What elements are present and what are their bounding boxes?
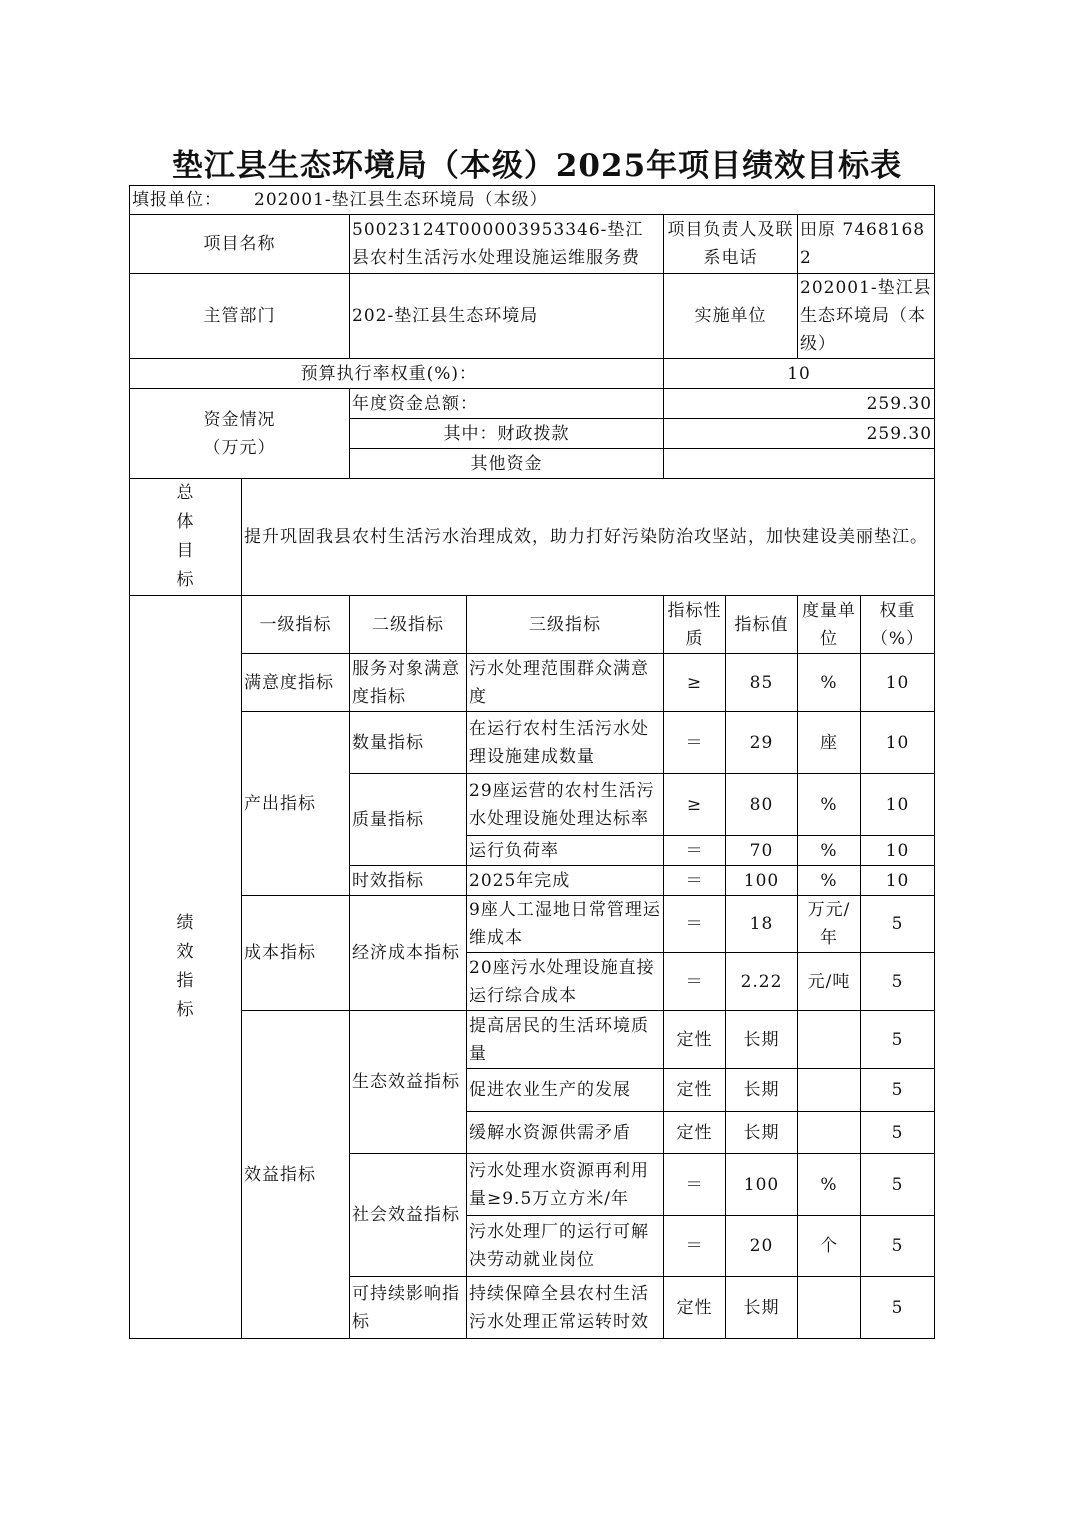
unit-cell: %	[798, 654, 861, 712]
level1-cell: 满意度指标	[242, 654, 350, 712]
unit-cell	[798, 1011, 861, 1069]
nature-cell: ＝	[664, 866, 726, 896]
unit-cell: 万元/年	[798, 896, 861, 953]
level3-cell: 29座运营的农村生活污水处理设施处理达标率	[467, 774, 664, 836]
weight-cell: 10	[861, 774, 935, 836]
unit-cell: 座	[798, 712, 861, 774]
table-row	[130, 712, 935, 774]
unit-label: 填报单位：	[132, 190, 222, 210]
level3-cell: 持续保障全县农村生活污水处理正常运转时效	[467, 1277, 664, 1339]
goal-label	[130, 479, 242, 596]
level3-cell: 2025年完成	[467, 866, 664, 896]
funds-label-cell	[130, 389, 350, 479]
level3-cell: 运行负荷率	[467, 836, 664, 866]
nature-cell: ≥	[664, 654, 726, 712]
value-cell: 100	[726, 1154, 798, 1216]
header-level3: 三级指标	[467, 596, 664, 654]
goal-char: 目	[176, 541, 195, 561]
project-name-label: 项目名称	[130, 215, 350, 274]
level3-cell: 9座人工湿地日常管理运维成本	[467, 896, 664, 953]
weight-cell: 10	[861, 836, 935, 866]
page-title: 垫江县生态环境局（本级）2025年项目绩效目标表	[171, 148, 903, 184]
weight-cell: 5	[861, 1277, 935, 1339]
unit-cell	[798, 1112, 861, 1154]
project-name-value: 50023124T000003953346-垫江县农村生活污水处理设施运维服务费	[350, 215, 664, 274]
goal-char: 总	[176, 483, 195, 503]
weight-cell: 5	[861, 1216, 935, 1277]
weight-cell: 5	[861, 896, 935, 953]
weight-cell: 5	[861, 1112, 935, 1154]
table-row	[130, 654, 935, 712]
level2-cell: 时效指标	[350, 866, 467, 896]
level3-cell: 污水处理水资源再利用量≥9.5万立方米/年	[467, 1154, 664, 1216]
funds-fiscal-label: 其中：财政拨款	[350, 419, 664, 449]
header-nature: 指标性质	[664, 596, 726, 654]
contact-value: 田原 74681682	[798, 215, 935, 274]
nature-cell: ≥	[664, 774, 726, 836]
unit-cell	[130, 186, 935, 215]
funds-total-value: 259.30	[664, 389, 935, 419]
header-level2: 二级指标	[350, 596, 467, 654]
indicators-char: 绩	[176, 913, 195, 933]
header-weight: 权重（%）	[861, 596, 935, 654]
level3-cell: 在运行农村生活污水处理设施建成数量	[467, 712, 664, 774]
value-cell: 85	[726, 654, 798, 712]
dept-value: 202-垫江县生态环境局	[350, 274, 664, 359]
impl-value: 202001-垫江县生态环境局（本级）	[798, 274, 935, 359]
weight-cell: 5	[861, 953, 935, 1011]
funds-label: 资金情况	[203, 409, 276, 430]
level2-cell: 质量指标	[350, 774, 467, 866]
unit-cell: %	[798, 866, 861, 896]
level3-cell: 缓解水资源供需矛盾	[467, 1112, 664, 1154]
level2-cell: 生态效益指标	[350, 1011, 467, 1154]
weight-cell: 10	[861, 712, 935, 774]
nature-cell: ＝	[664, 712, 726, 774]
funds-other-label: 其他资金	[350, 449, 664, 479]
weight-cell: 5	[861, 1011, 935, 1069]
funds-total-label: 年度资金总额：	[350, 389, 664, 419]
level1-cell: 效益指标	[242, 1011, 350, 1339]
level2-cell: 经济成本指标	[350, 896, 467, 1011]
value-cell: 长期	[726, 1011, 798, 1069]
table-row	[130, 1011, 935, 1069]
unit-cell	[798, 1069, 861, 1112]
unit-cell	[798, 1277, 861, 1339]
table-row	[130, 896, 935, 953]
funds-fiscal-value: 259.30	[664, 419, 935, 449]
value-cell: 80	[726, 774, 798, 836]
nature-cell: 定性	[664, 1069, 726, 1112]
value-cell: 70	[726, 836, 798, 866]
header-unit: 度量单位	[798, 596, 861, 654]
goal-char: 标	[176, 570, 195, 590]
level1-cell: 产出指标	[242, 712, 350, 896]
weight-cell: 5	[861, 1154, 935, 1216]
funds-other-value	[664, 449, 935, 479]
nature-cell: 定性	[664, 1277, 726, 1339]
indicators-char: 标	[176, 1000, 195, 1020]
unit-value: 202001-垫江县生态环境局（本级）	[254, 190, 548, 210]
nature-cell: 定性	[664, 1011, 726, 1069]
nature-cell: ＝	[664, 953, 726, 1011]
nature-cell: ＝	[664, 896, 726, 953]
funds-unit: （万元）	[203, 437, 276, 458]
level1-cell: 成本指标	[242, 896, 350, 1011]
header-level1: 一级指标	[242, 596, 350, 654]
value-cell: 2.22	[726, 953, 798, 1011]
dept-label: 主管部门	[130, 274, 350, 359]
level3-cell: 20座污水处理设施直接运行综合成本	[467, 953, 664, 1011]
budget-weight-label: 预算执行率权重(%)：	[130, 359, 664, 389]
value-cell: 长期	[726, 1112, 798, 1154]
performance-table	[129, 185, 935, 1339]
nature-cell: ＝	[664, 836, 726, 866]
unit-cell: %	[798, 774, 861, 836]
weight-cell: 10	[861, 654, 935, 712]
indicators-char: 指	[176, 971, 195, 991]
level2-cell: 社会效益指标	[350, 1154, 467, 1277]
level3-cell: 促进农业生产的发展	[467, 1069, 664, 1112]
unit-cell: %	[798, 1154, 861, 1216]
indicators-char: 效	[176, 942, 195, 962]
value-cell: 长期	[726, 1277, 798, 1339]
level3-cell: 污水处理厂的运行可解决劳动就业岗位	[467, 1216, 664, 1277]
nature-cell: 定性	[664, 1112, 726, 1154]
nature-cell: ＝	[664, 1154, 726, 1216]
unit-cell: %	[798, 836, 861, 866]
contact-label: 项目负责人及联系电话	[664, 215, 798, 274]
level2-cell: 可持续影响指标	[350, 1277, 467, 1339]
budget-weight-value: 10	[664, 359, 935, 389]
level3-cell: 污水处理范围群众满意度	[467, 654, 664, 712]
header-value: 指标值	[726, 596, 798, 654]
level2-cell: 服务对象满意度指标	[350, 654, 467, 712]
unit-cell: 元/吨	[798, 953, 861, 1011]
unit-cell: 个	[798, 1216, 861, 1277]
goal-text: 提升巩固我县农村生活污水治理成效，助力打好污染防治攻坚站，加快建设美丽垫江。	[242, 479, 935, 596]
value-cell: 20	[726, 1216, 798, 1277]
impl-label: 实施单位	[664, 274, 798, 359]
nature-cell: ＝	[664, 1216, 726, 1277]
level2-cell: 数量指标	[350, 712, 467, 774]
weight-cell: 10	[861, 866, 935, 896]
level3-cell: 提高居民的生活环境质量	[467, 1011, 664, 1069]
goal-char: 体	[176, 512, 195, 532]
weight-cell: 5	[861, 1069, 935, 1112]
value-cell: 100	[726, 866, 798, 896]
value-cell: 长期	[726, 1069, 798, 1112]
value-cell: 29	[726, 712, 798, 774]
value-cell: 18	[726, 896, 798, 953]
indicators-label	[130, 596, 242, 1339]
